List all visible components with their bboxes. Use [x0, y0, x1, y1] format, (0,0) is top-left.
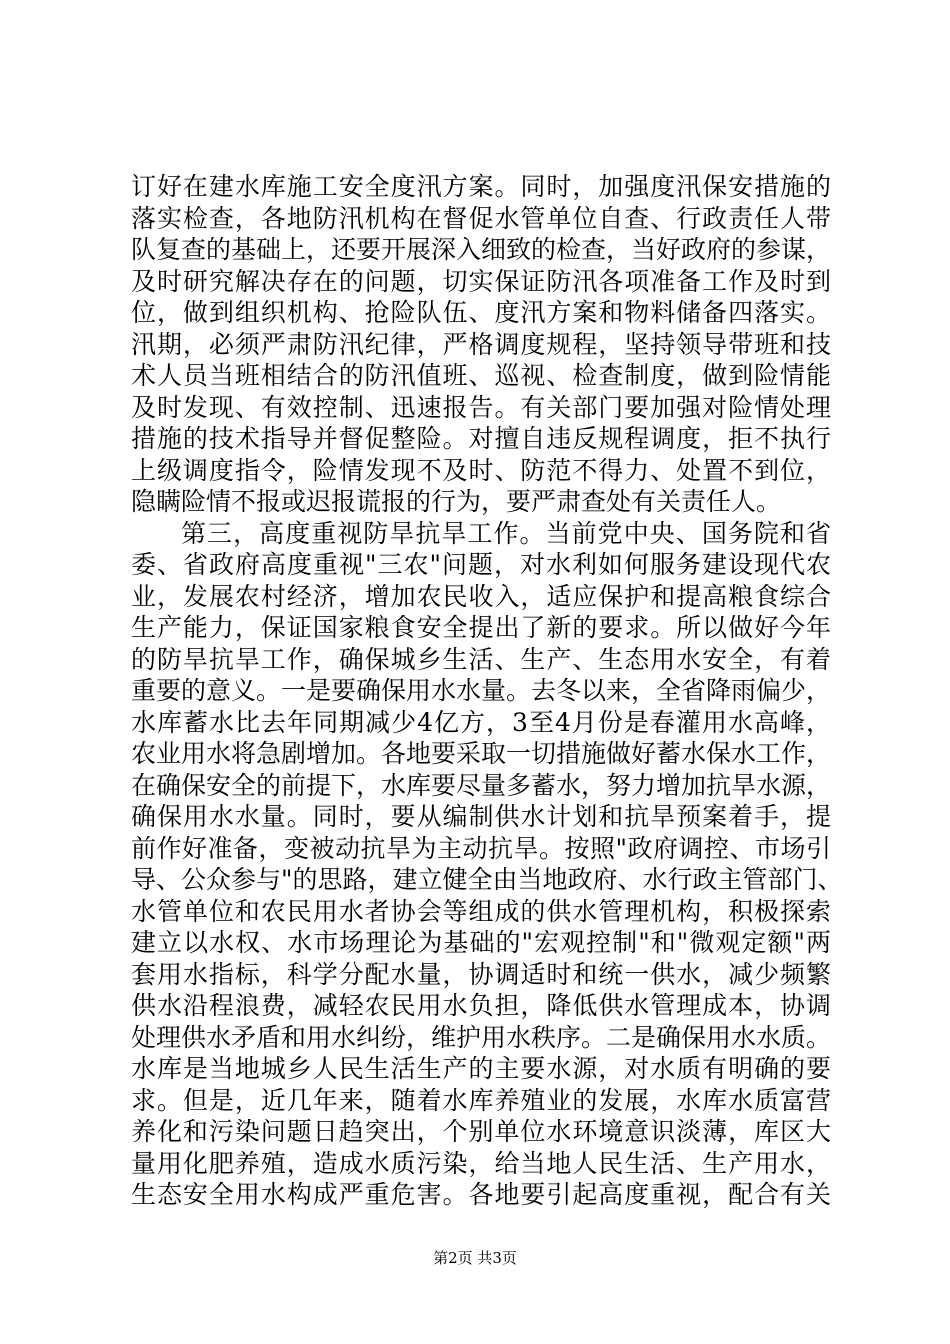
- text-line: 量用化肥养殖，造成水质污染，给当地人民生活、生产用水，: [131, 1148, 831, 1178]
- text-line: 委、省政府高度重视"三农"问题，对水利如何服务建设现代农: [131, 550, 831, 579]
- text-line: 术人员当班相结合的防汛值班、巡视、检查制度，做到险情能: [131, 361, 831, 390]
- text-line: 建立以水权、水市场理论为基础的"宏观控制"和"微观定额"两: [131, 928, 831, 957]
- text-line: 落实检查，各地防汛机构在督促水管单位自查、行政责任人带: [131, 203, 831, 233]
- text-line: 汛期，必须严肃防汛纪律，严格调度规程，坚持领导带班和技: [131, 329, 831, 359]
- text-line: 及时发现、有效控制、迅速报告。有关部门要加强对险情处理: [131, 392, 831, 422]
- text-line: 业，发展农村经济，增加农民收入，适应保护和提高粮食综合: [131, 581, 831, 611]
- text-line: 措施的技术指导并督促整险。对擅自违反规程调度，拒不执行: [131, 424, 831, 453]
- text-line: 处理供水矛盾和用水纠纷，维护用水秩序。二是确保用水水质。: [131, 1022, 832, 1052]
- text-line: 水库蓄水比去年同期减少4亿方，3至4月份是春灌用水高峰，: [131, 707, 831, 737]
- text-line: 套用水指标，科学分配水量，协调适时和统一供水，减少频繁: [131, 959, 831, 989]
- text-line: 生产能力，保证国家粮食安全提出了新的要求。所以做好今年: [131, 613, 831, 642]
- text-line: 在确保安全的前提下，水库要尽量多蓄水，努力增加抗旱水源，: [131, 770, 832, 800]
- text-line: 重要的意义。一是要确保用水水量。去冬以来，全省降雨偏少，: [131, 676, 832, 705]
- text-line: 的防旱抗旱工作，确保城乡生活、生产、生态用水安全，有着: [131, 644, 831, 674]
- text-line: 前作好准备，变被动抗旱为主动抗旱。按照"政府调控、市场引: [131, 833, 831, 863]
- text-line: 上级调度指令，险情发现不及时、防范不得力、处置不到位，: [131, 455, 831, 485]
- text-line: 供水沿程浪费，减轻农民用水负担，降低供水管理成本，协调: [131, 991, 831, 1020]
- text-line-paragraph-start: 第三，高度重视防旱抗旱工作。当前党中央、国务院和省: [181, 518, 831, 548]
- text-line-paragraph-end: 隐瞒险情不报或迟报谎报的行为，要严肃查处有关责任人。: [131, 487, 782, 516]
- text-line: 位，做到组织机构、抢险队伍、度汛方案和物料储备四落实。: [131, 298, 831, 327]
- document-body: [131, 171, 843, 1211]
- text-line: 求。但是，近几年来，随着水库养殖业的发展，水库水质富营: [131, 1085, 831, 1115]
- text-line: 养化和污染问题日趋突出，个别单位水环境意识淡薄，库区大: [131, 1117, 831, 1146]
- text-line: 队复查的基础上，还要开展深入细致的检查，当好政府的参谋，: [131, 235, 832, 264]
- text-line: 确保用水水量。同时，要从编制供水计划和抗旱预案着手，提: [131, 802, 831, 831]
- text-line: 水管单位和农民用水者协会等组成的供水管理机构，积极探索: [131, 896, 831, 926]
- text-line: 生态安全用水构成严重危害。各地要引起高度重视，配合有关: [131, 1180, 831, 1209]
- text-line: 及时研究解决存在的问题，切实保证防汛各项准备工作及时到: [131, 266, 831, 296]
- text-line: 订好在建水库施工安全度汛方案。同时，加强度汛保安措施的: [131, 172, 831, 201]
- text-line: 农业用水将急剧增加。各地要采取一切措施做好蓄水保水工作，: [131, 739, 832, 768]
- text-line: 导、公众参与"的思路，建立健全由当地政府、水行政主管部门、: [131, 865, 843, 894]
- text-line: 水库是当地城乡人民生活生产的主要水源，对水质有明确的要: [131, 1054, 831, 1083]
- page-number-footer: 第2页 共3页: [433, 1249, 517, 1267]
